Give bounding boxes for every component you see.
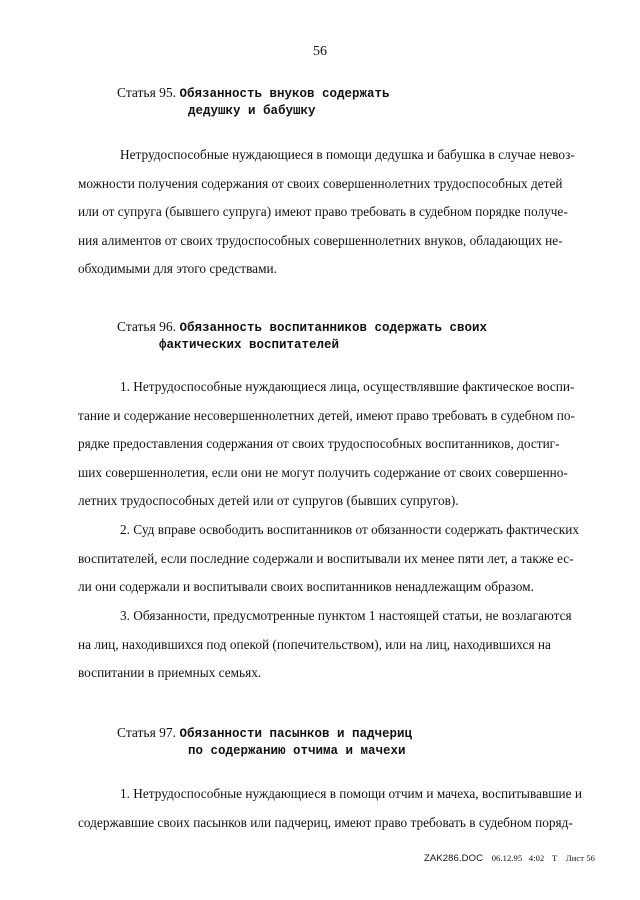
article-97-title-line2: по содержанию отчима и мачехи: [188, 744, 406, 758]
text-line: обходимыми для этого средствами.: [78, 261, 277, 277]
text-line: ния алиментов от своих трудоспособных совершеннолетних внуков, обладающих не-: [78, 232, 563, 248]
text-line: 2. Суд вправе освободить воспитанников от обязанности содержать фактических: [120, 522, 580, 537]
text-line: 1. Нетрудоспособные нуждающиеся в помощи отчим и мачеха, воспитывавшие и: [120, 786, 582, 801]
text-line: ших совершеннолетия, если они не могут получить содержание от своих совершенно-: [78, 464, 568, 480]
text-line: содержавшие своих пасынков или падчериц, имеют право требовать в судебном поряд-: [78, 814, 573, 830]
footer-date: 06.12.95: [491, 853, 523, 863]
text-line: летних трудоспособных детей или от супругов (бывших супругов).: [78, 493, 459, 509]
article-97-heading: [117, 724, 412, 760]
footer-time: 4:02: [528, 853, 545, 863]
text-line: ли они содержали и воспитывали своих воспитанников ненадлежащим образом.: [78, 579, 534, 595]
article-95-number: Статья 95.: [117, 85, 177, 100]
text-line: 1. Нетрудоспособные нуждающиеся лица, осуществлявшие фактическое воспи-: [120, 379, 575, 394]
article-95-paragraph-1: [78, 141, 586, 284]
article-96-paragraph-1: [78, 373, 586, 516]
text-line: воспитании в приемных семьях.: [78, 665, 262, 681]
page-number: 56: [313, 44, 327, 59]
article-96-heading: [117, 318, 487, 354]
article-96-paragraph-3: [78, 602, 586, 688]
text-line: на лиц, находившихся под опекой (попечительством), или на лиц, находившихся на: [78, 636, 551, 652]
page-footer: [424, 853, 595, 864]
article-97-paragraph-1: [78, 780, 586, 837]
text-line: или от супруга (бывшего супруга) имеют право требовать в судебном порядке получе-: [78, 204, 568, 220]
article-95-title-line1: Обязанность внуков содержать: [179, 87, 390, 101]
article-96-title-line2: фактических воспитателей: [159, 338, 340, 352]
article-96-paragraph-2: [78, 516, 586, 602]
article-95-heading: [117, 84, 389, 120]
footer-file-name: ZAK286.DOC: [424, 853, 484, 864]
article-95-title-line2: дедушку и бабушку: [188, 104, 316, 118]
footer-mark: T: [551, 853, 558, 863]
text-line: 3. Обязанности, предусмотренные пунктом 1 настоящей статьи, не возлагаются: [120, 608, 572, 623]
article-96-number: Статья 96.: [117, 319, 177, 334]
text-line: можности получения содержания от своих совершеннолетних трудоспособных детей: [78, 175, 563, 191]
article-96-title-line1: Обязанность воспитанников содержать своих: [179, 321, 487, 335]
footer-sheet: Лист 56: [565, 853, 596, 863]
article-97-title-line1: Обязанности пасынков и падчериц: [179, 727, 412, 741]
text-line: рядке предоставления содержания от своих трудоспособных воспитанников, достиг-: [78, 436, 560, 452]
text-line: тание и содержание несовершеннолетних детей, имеют право требовать в судебном по-: [78, 407, 575, 423]
text-line: воспитателей, если последние содержали и воспитывали их менее пяти лет, а также ес-: [78, 550, 574, 566]
text-line: Нетрудоспособные нуждающиеся в помощи дедушка и бабушка в случае невоз-: [120, 147, 575, 162]
article-97-number: Статья 97.: [117, 725, 177, 740]
